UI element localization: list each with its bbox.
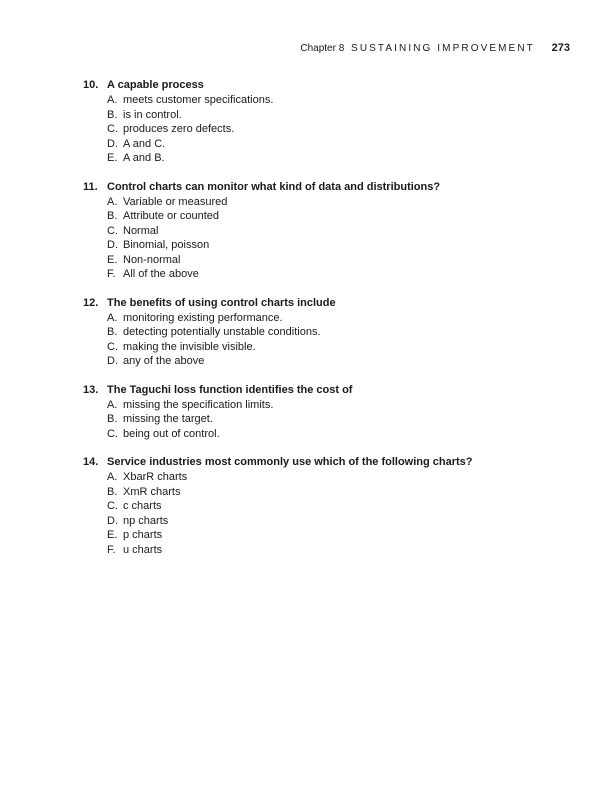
question-number: 11. — [83, 180, 98, 193]
option-letter: B. — [107, 108, 118, 121]
answer-option — [107, 122, 583, 137]
answer-option — [107, 108, 583, 123]
question-stem — [83, 455, 583, 470]
question-list — [83, 78, 583, 571]
answer-options — [107, 311, 583, 369]
option-letter: E. — [107, 529, 118, 541]
option-text: All of the above — [123, 268, 199, 280]
option-text: any of the above — [123, 355, 205, 367]
answer-option — [107, 485, 583, 500]
option-text: detecting potentially unstable conditions. — [123, 326, 321, 338]
question-stem — [83, 78, 583, 93]
question-number: 14. — [83, 456, 99, 468]
answer-option — [107, 528, 583, 543]
option-letter: A. — [107, 398, 118, 411]
option-letter: B. — [107, 326, 118, 338]
answer-option — [107, 412, 583, 427]
question-12 — [83, 296, 583, 369]
question-text: A capable process — [107, 79, 204, 91]
question-11 — [83, 180, 583, 282]
answer-option — [107, 427, 583, 442]
option-text: Attribute or counted — [123, 210, 220, 222]
answer-option — [107, 267, 583, 282]
running-head — [300, 42, 570, 55]
option-letter: D. — [107, 137, 118, 150]
option-text: meets customer specifications. — [123, 94, 274, 106]
question-stem — [83, 296, 583, 311]
question-text: Control charts can monitor what kind of data and distributions? — [107, 180, 441, 193]
option-letter: C. — [107, 500, 118, 512]
option-letter: E. — [107, 152, 118, 164]
option-letter: A. — [107, 195, 118, 208]
option-text: Variable or measured — [123, 195, 228, 208]
page-number: 273 — [551, 42, 570, 54]
option-letter: B. — [107, 413, 118, 425]
option-text: is in control. — [123, 108, 182, 121]
answer-option — [107, 340, 583, 355]
chapter-title: SUSTAINING IMPROVEMENT — [351, 43, 535, 54]
option-letter: E. — [107, 253, 118, 266]
option-text: being out of control. — [123, 427, 220, 440]
option-letter: C. — [107, 224, 118, 237]
option-letter: C. — [107, 123, 118, 135]
option-letter: B. — [107, 210, 118, 222]
option-text: XbarR charts — [123, 471, 188, 483]
option-text: Binomial, poisson — [123, 239, 210, 251]
option-text: A and B. — [123, 152, 165, 164]
answer-option — [107, 151, 583, 166]
answer-option — [107, 238, 583, 253]
answer-option — [107, 253, 583, 268]
answer-options — [107, 470, 583, 557]
answer-option — [107, 93, 583, 108]
answer-options — [107, 195, 583, 282]
option-letter: D. — [107, 514, 118, 527]
answer-option — [107, 325, 583, 340]
option-text: XmR charts — [123, 485, 181, 498]
question-stem — [83, 180, 583, 195]
answer-option — [107, 195, 583, 210]
option-letter: B. — [107, 485, 118, 498]
answer-option — [107, 224, 583, 239]
option-letter: C. — [107, 340, 118, 353]
option-text: np charts — [123, 514, 169, 527]
option-text: c charts — [123, 500, 162, 512]
answer-options — [107, 93, 583, 166]
question-stem — [83, 383, 583, 398]
answer-option — [107, 499, 583, 514]
answer-option — [107, 209, 583, 224]
option-letter: F. — [107, 543, 116, 556]
question-text: Service industries most commonly use which of the following charts? — [107, 456, 473, 468]
chapter-label: Chapter 8 — [300, 43, 345, 54]
answer-option — [107, 398, 583, 413]
question-13 — [83, 383, 583, 442]
option-text: u charts — [123, 543, 163, 556]
option-text: Non-normal — [123, 253, 181, 266]
option-text: Normal — [123, 224, 159, 237]
answer-option — [107, 470, 583, 485]
option-letter: D. — [107, 239, 118, 251]
option-text: p charts — [123, 529, 163, 541]
option-text: monitoring existing performance. — [123, 311, 283, 324]
option-letter: A. — [107, 471, 118, 483]
option-text: making the invisible visible. — [123, 340, 256, 353]
option-text: produces zero defects. — [123, 123, 235, 135]
answer-option — [107, 543, 583, 558]
question-number: 12. — [83, 296, 99, 309]
option-text: missing the specification limits. — [123, 398, 274, 411]
question-text: The benefits of using control charts include — [107, 296, 336, 309]
option-text: A and C. — [123, 137, 166, 150]
answer-option — [107, 311, 583, 326]
answer-option — [107, 137, 583, 152]
question-text: The Taguchi loss function identifies the cost of — [107, 383, 353, 396]
option-letter: C. — [107, 427, 118, 440]
answer-option — [107, 354, 583, 369]
answer-option — [107, 514, 583, 529]
question-14 — [83, 455, 583, 557]
option-letter: A. — [107, 311, 118, 324]
answer-options — [107, 398, 583, 442]
option-letter: A. — [107, 94, 118, 106]
question-number: 10. — [83, 79, 99, 91]
question-10 — [83, 78, 583, 166]
option-text: missing the target. — [123, 413, 213, 425]
option-letter: D. — [107, 355, 118, 367]
question-number: 13. — [83, 383, 99, 396]
option-letter: F. — [107, 268, 116, 280]
